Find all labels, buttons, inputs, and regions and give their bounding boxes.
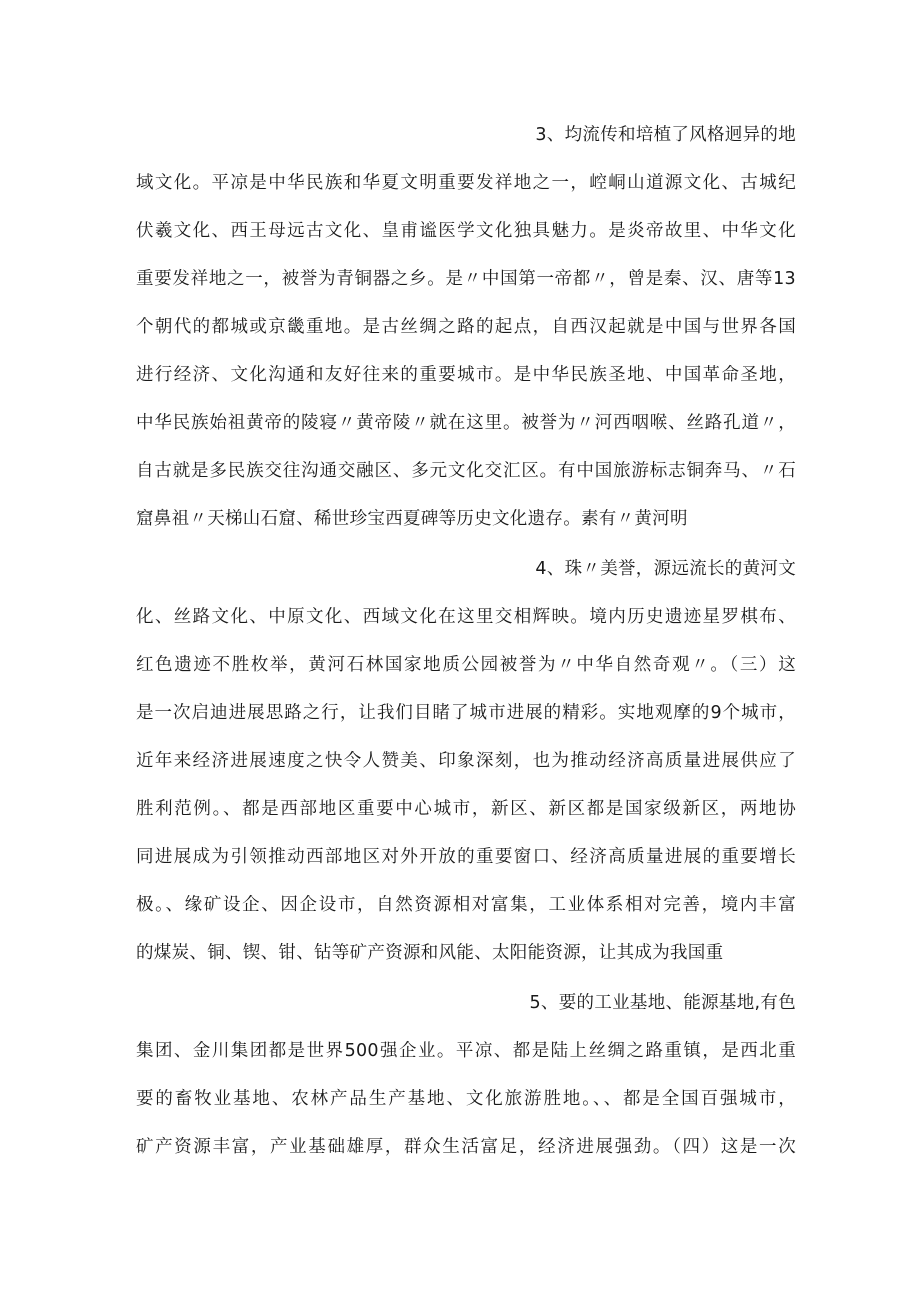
text-line: 近年来经济进展速度之快令人赞美、印象深刻，也为推动经济高质量进展供应了 [136,751,796,771]
paragraph-heading-5: 5、要的工业基地、能源基地,有色 [529,993,796,1013]
text-line: 极。、缘矿设企、因企设市，自然资源相对富集，工业体系相对完善，境内丰富 [136,895,796,915]
text-line: 要的畜牧业基地、农林产品生产基地、文化旅游胜地。、、都是全国百强城市， [136,1089,796,1109]
text-line: 同进展成为引领推动西部地区对外开放的重要窗口、经济高质量进展的重要增长 [136,847,796,867]
text-line: 重要发祥地之一，被誉为青铜器之乡。是〃中国第一帝都〃，曾是秦、汉、唐等13 [136,269,796,289]
text-line: 自古就是多民族交往沟通交融区、多元文化交汇区。有中国旅游标志铜奔马、〃石 [136,461,796,481]
paragraph-heading-3: 3、均流传和培植了风格迥异的地 [535,125,796,145]
text-line: 伏羲文化、西王母远古文化、皇甫谧医学文化独具魅力。是炎帝故里、中华文化 [136,221,796,241]
text-line: 窟鼻祖〃天梯山石窟、稀世珍宝西夏碑等历史文化遗存。素有〃黄河明 [136,509,688,529]
text-line: 化、丝路文化、中原文化、西域文化在这里交相辉映。境内历史遗迹星罗棋布、 [136,607,796,627]
text-line: 的煤炭、铜、锲、钳、钻等矿产资源和风能、太阳能资源，让其成为我国重 [136,943,724,963]
text-line: 域文化。平凉是中华民族和华夏文明重要发祥地之一，崆峒山道源文化、古城纪 [136,173,796,193]
text-line: 是一次启迪进展思路之行，让我们目睹了城市进展的精彩。实地观摩的9个城市， [136,703,796,723]
text-line: 矿产资源丰富，产业基础雄厚，群众生活富足，经济进展强劲。（四）这是一次 [136,1137,796,1157]
text-line: 红色遗迹不胜枚举，黄河石林国家地质公园被誉为〃中华自然奇观〃。（三）这 [136,655,796,675]
paragraph-heading-4: 4、珠〃美誉，源远流长的黄河文 [535,559,796,579]
text-line: 进行经济、文化沟通和友好往来的重要城市。是中华民族圣地、中国革命圣地， [136,365,796,385]
text-line: 集团、金川集团都是世界500强企业。平凉、都是陆上丝绸之路重镇，是西北重 [136,1041,796,1061]
text-line: 中华民族始祖黄帝的陵寝〃黄帝陵〃就在这里。被誉为〃河西咽喉、丝路孔道〃， [136,413,796,433]
text-line: 胜利范例。、都是西部地区重要中心城市，新区、新区都是国家级新区，两地协 [136,799,796,819]
text-line: 个朝代的都城或京畿重地。是古丝绸之路的起点，自西汉起就是中国与世界各国 [136,317,796,337]
